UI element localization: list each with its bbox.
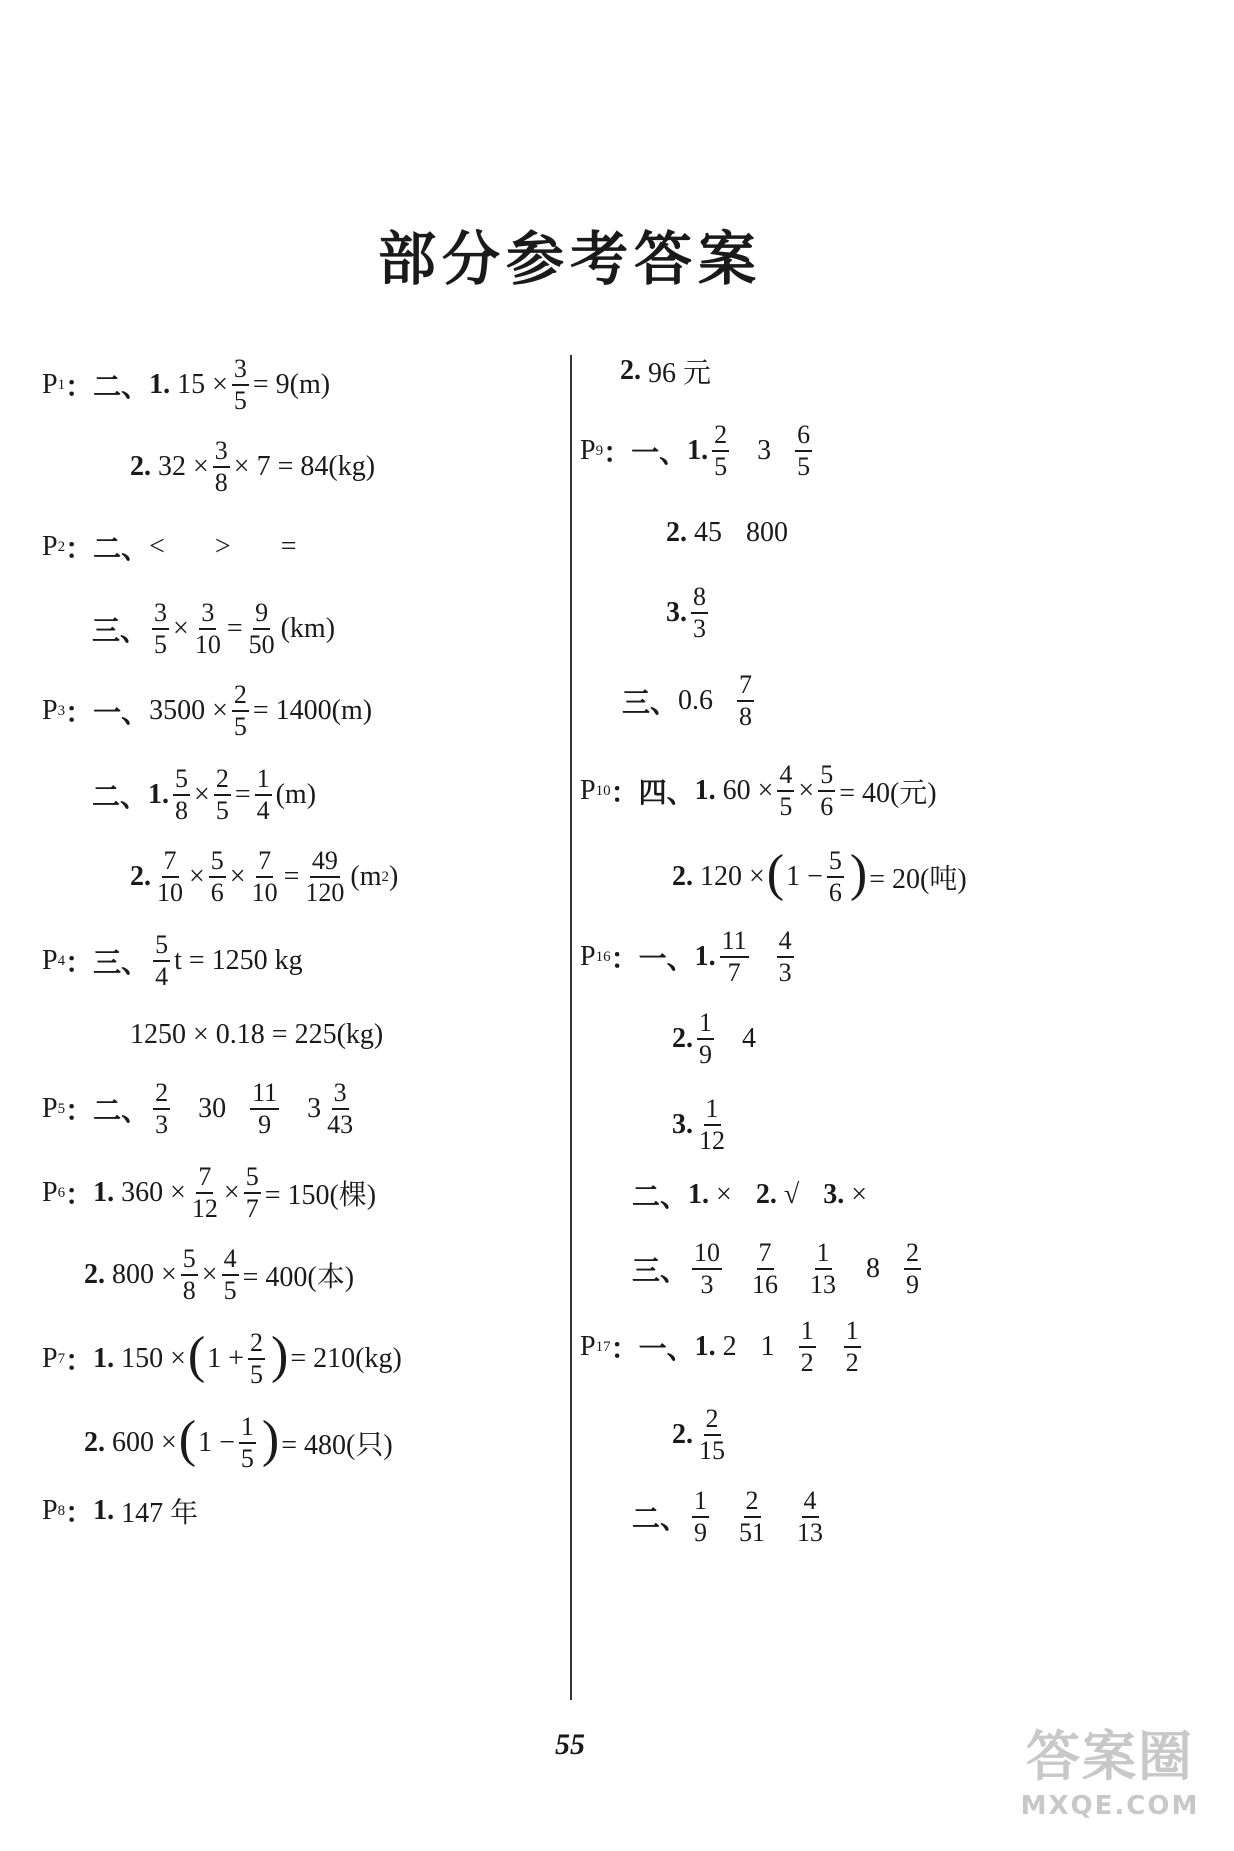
fraction: $\frac{2}{9}$ — [906, 1238, 920, 1299]
fraction: $\frac{3}{10}$ — [194, 598, 221, 659]
answer-p3-line1: P 3 ：一、 3500 × $\frac{2}{5}$ = 1400(m) — [42, 680, 373, 741]
answer-p16-line5: 三、 $\frac{10}{3}$ $\frac{7}{16}$ $\frac{1}{13}$ 8 $\frac{2}{9}$ — [632, 1238, 920, 1299]
fraction: $\frac{8}{3}$ — [693, 582, 706, 643]
answer-p9-line2: 2. 45 800 — [666, 517, 788, 548]
answer-p7-line2: 2. 600 × ( 1 − $\frac{1}{5}$ ) = 480(只) — [84, 1411, 393, 1473]
fraction: $\frac{7}{12}$ — [191, 1162, 218, 1223]
watermark-url: MXQE.COM — [1020, 1790, 1200, 1821]
answer-p2-line1: P 2 ：二、 < > = — [42, 531, 297, 565]
answer-p4-line2: 1250 × 0.18 = 225(kg) — [130, 1019, 384, 1050]
fraction: $\frac{3}{8}$ — [214, 436, 228, 497]
fraction: $\frac{9}{50}$ — [248, 598, 275, 659]
fraction: $\frac{2}{3}$ — [155, 1078, 169, 1139]
column-divider — [570, 355, 572, 1700]
fraction: $\frac{1}{9}$ — [694, 1486, 708, 1547]
fraction: $\frac{5}{8}$ — [175, 764, 189, 825]
fraction: $\frac{1}{2}$ — [800, 1316, 814, 1377]
fraction: $\frac{7}{10}$ — [157, 846, 183, 907]
answer-p10-line1: P 10 ：四、 1. 60 × $\frac{4}{5}$ × $\frac{5}{6}$ = 40(元) — [580, 760, 937, 821]
answer-p1-line1: P 1 ：二、 1. 15 × $\frac{3}{5}$ = 9(m) — [42, 354, 331, 415]
fraction: $\frac{4}{3}$ — [778, 926, 792, 987]
fraction: $\frac{2}{5}$ — [233, 680, 247, 741]
answer-p2-line2: 三、 $\frac{3}{5}$ × $\frac{3}{10}$ = $\frac{9}{50}$ (km) — [92, 598, 336, 659]
answer-p9-line4: 三、 0.6 $\frac{7}{8}$ — [622, 670, 753, 731]
answer-p17-line1: P 17 ：一、 1. 2 1 $\frac{1}{2}$ $\frac{1}{2}$ — [580, 1316, 859, 1377]
fraction: $\frac{7}{16}$ — [752, 1238, 779, 1299]
answer-p8-line2: 2. 96 元 — [620, 355, 712, 389]
fraction: $\frac{1}{5}$ — [240, 1412, 254, 1473]
answer-p7-line1: P 7 ： 1. 150 × ( 1 + $\frac{2}{5}$ ) = 210(kg) — [42, 1327, 402, 1389]
fraction: $\frac{11}{7}$ — [721, 926, 747, 987]
fraction: $\frac{4}{5}$ — [223, 1244, 237, 1305]
answer-p4-line1: P 4 ：三、 $\frac{5}{4}$ t = 1250 kg — [42, 930, 303, 991]
fraction: $\frac{1}{4}$ — [256, 764, 270, 825]
answer-p17-line2: 2. $\frac{2}{15}$ — [672, 1404, 725, 1465]
answer-p16-line1: P 16 ：一、 1. $\frac{11}{7}$ $\frac{4}{3}$ — [580, 926, 792, 987]
answer-p16-line4: 二、 1. × 2. √ 3. × — [632, 1179, 867, 1213]
fraction: $\frac{2}{51}$ — [739, 1486, 766, 1547]
fraction: $\frac{4}{5}$ — [779, 760, 793, 821]
fraction: $\frac{7}{10}$ — [251, 846, 278, 907]
watermark-logo: 答案圈 — [1026, 1724, 1194, 1788]
answer-p16-line2: 2. $\frac{1}{9}$ 4 — [672, 1008, 756, 1069]
fraction: $\frac{7}{8}$ — [739, 670, 753, 731]
answer-p5-line1: P 5 ：二、 $\frac{2}{3}$ 30 $\frac{11}{9}$ 3 $\frac{3}{43}$ — [42, 1078, 354, 1139]
fraction: $\frac{5}{6}$ — [820, 760, 834, 821]
fraction: $\frac{5}{4}$ — [155, 930, 169, 991]
fraction: $\frac{1}{2}$ — [845, 1316, 859, 1377]
answer-p17-line3: 二、 $\frac{1}{9}$ $\frac{2}{51}$ $\frac{4}{13}$ — [632, 1486, 824, 1547]
fraction: $\frac{2}{15}$ — [699, 1404, 725, 1465]
answer-p10-line2: 2. 120 × ( 1 − $\frac{5}{6}$ ) = 20(吨) — [672, 845, 967, 907]
answer-p8-line1: P 8 ： 1. 147 年 — [42, 1495, 199, 1529]
fraction: $\frac{3}{43}$ — [327, 1078, 354, 1139]
fraction: $\frac{1}{13}$ — [810, 1238, 837, 1299]
answer-p6-line2: 2. 800 × $\frac{5}{8}$ × $\frac{4}{5}$ = 400(本) — [84, 1244, 355, 1305]
fraction: $\frac{2}{5}$ — [714, 420, 728, 481]
fraction: $\frac{5}{8}$ — [182, 1244, 196, 1305]
fraction: $\frac{2}{5}$ — [250, 1328, 264, 1389]
answer-p9-line1: P 9 ：一、 1. $\frac{2}{5}$ 3 $\frac{6}{5}$ — [580, 420, 811, 481]
page-number: 55 — [555, 1728, 585, 1761]
answer-p6-line1: P 6 ： 1. 360 × $\frac{7}{12}$ × $\frac{5}{7}$ = 150(棵) — [42, 1162, 377, 1223]
fraction: $\frac{5}{6}$ — [828, 846, 842, 907]
answer-p16-line3: 3. $\frac{1}{12}$ — [672, 1094, 725, 1155]
fraction: $\frac{3}{5}$ — [233, 354, 247, 415]
fraction: $\frac{1}{9}$ — [699, 1008, 712, 1069]
fraction: $\frac{3}{5}$ — [154, 598, 168, 659]
fraction: $\frac{2}{5}$ — [215, 764, 229, 825]
answer-p3-line3: 2. $\frac{7}{10}$ × $\frac{5}{6}$ × $\frac{7}{10}$ = $\frac{49}{120}$ (m 2 ) — [130, 846, 399, 907]
fraction: $\frac{6}{5}$ — [797, 420, 811, 481]
fraction: $\frac{49}{120}$ — [305, 846, 345, 907]
fraction: $\frac{5}{6}$ — [210, 846, 224, 907]
watermark — [1010, 1707, 1210, 1827]
fraction: $\frac{4}{13}$ — [797, 1486, 824, 1547]
answer-p9-line3: 3. $\frac{8}{3}$ — [666, 582, 706, 643]
page-title: 部分参考答案 — [377, 225, 762, 293]
answer-p3-line2: 二、 1. $\frac{5}{8}$ × $\frac{2}{5}$ = $\frac{1}{4}$ (m) — [92, 764, 317, 825]
answer-p1-line2: 2. 32 × $\frac{3}{8}$ × 7 = 84(kg) — [130, 436, 376, 497]
fraction: $\frac{5}{7}$ — [245, 1162, 259, 1223]
fraction: $\frac{11}{9}$ — [252, 1078, 278, 1139]
fraction: $\frac{10}{3}$ — [694, 1238, 721, 1299]
fraction: $\frac{1}{12}$ — [699, 1094, 725, 1155]
